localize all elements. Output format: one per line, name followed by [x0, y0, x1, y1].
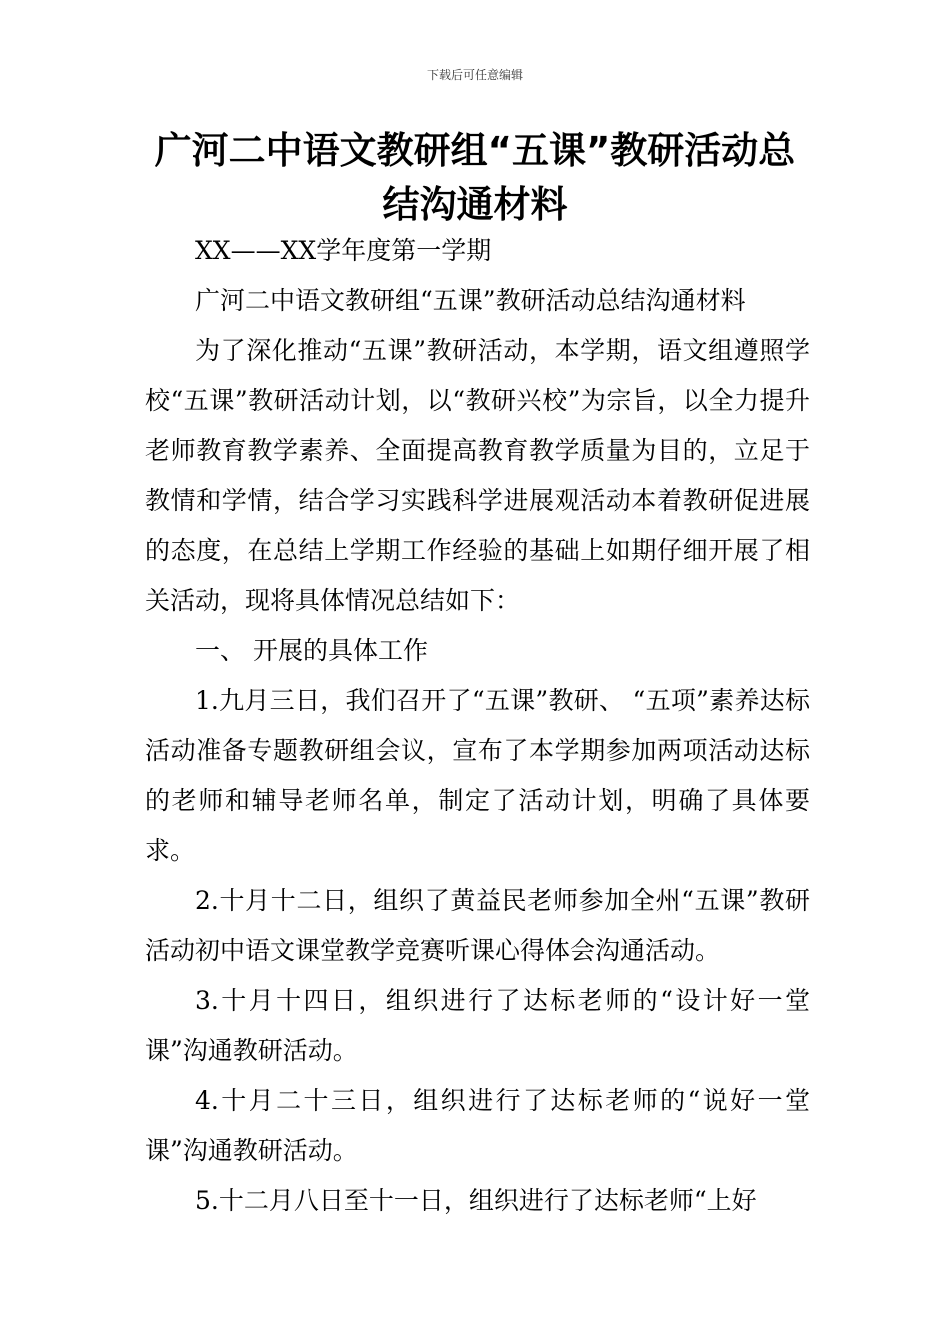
paragraph-item-5: 5.十二月八日至十一日，组织进行了达标老师“上好 [195, 1186, 757, 1215]
paragraph-item-4: 4.十月二十三日，组织进行了达标老师的“说好一堂课”沟通教研活动。 [145, 1086, 810, 1165]
section-heading: 一、 开展的具体工作 [195, 636, 428, 665]
paragraph-school-year: XX——XX学年度第一学期 [195, 236, 492, 265]
paragraph-item-3: 3.十月十四日，组织进行了达标老师的“设计好一堂课”沟通教研活动。 [145, 986, 810, 1065]
paragraph-subtitle: 广河二中语文教研组“五课”教研活动总结沟通材料 [195, 286, 746, 315]
paragraph-item-1: 1.九月三日，我们召开了“五课”教研、 “五项”素养达标活动准备专题教研组会议，宣布了本学期参加两项活动达标的老师和辅导老师名单，制定了活动计划，明确了具体要求。 [145, 686, 810, 865]
document-body [145, 226, 810, 1226]
paragraph-item-2: 2.十月十二日，组织了黄益民老师参加全州“五课”教研活动初中语文课堂教学竞赛听课心得体会沟通活动。 [145, 886, 810, 965]
header-note: 下载后可任意编辑 [426, 68, 523, 82]
paragraph-intro: 为了深化推动“五课”教研活动，本学期，语文组遵照学校“五课”教研活动计划，以“教研兴校”为宗旨，以全力提升老师教育教学素养、全面提高教育教学质量为目的，立足于教情和学情，结合学习实践科学进展观活动本着教研促进展的态度，在总结上学期工作经验的基础上如期仔细开展了相关活动，现将具体情况总结如下： [145, 336, 810, 615]
document-title: 广河二中语文教研组“五课”教研活动总结沟通材料 [154, 129, 796, 226]
